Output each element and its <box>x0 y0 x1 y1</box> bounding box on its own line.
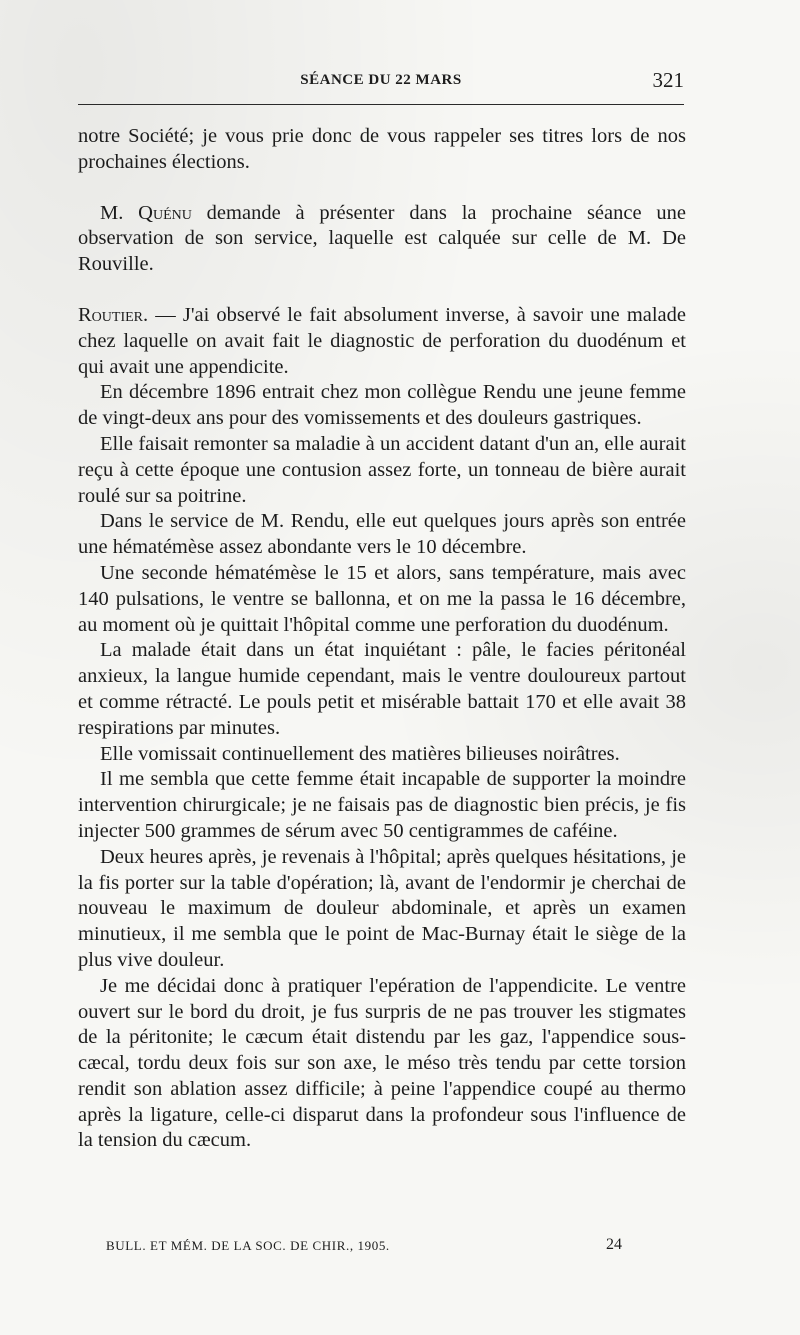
footer-citation: BULL. ET MÉM. DE LA SOC. DE CHIR., 1905. <box>106 1238 390 1253</box>
paragraph-12: Je me décidai donc à pratiquer l'epération de l'appendicite. Le ventre ouvert sur le bord du droit, je fus surpris de ne pas trouver les stigmates de la péritonite; le cæcum était distendu par les gaz, l'appendice sous-cæcal, tordu deux fois sur son axe, le méso très tendu par cette torsion rendit son ablation assez difficile; à peine l'appendice coupé au thermo après la ligature, celle-ci disparut dans la profondeur sous l'influence de la tension du cæcum. <box>78 974 686 1152</box>
page-number: 321 <box>652 68 684 92</box>
speaker-routier: Routier. <box>78 303 149 326</box>
paragraph-7: Une seconde hématémèse le 15 et alors, sans température, mais avec 140 pulsations, le ventre se ballonna, et on me la passa le 16 décembre, au moment où je quittait l'hôpital comme une perforation du duodénum. <box>78 561 686 636</box>
body-text <box>78 124 686 1154</box>
speaker-quenu: M. Quénu <box>100 201 192 224</box>
running-head <box>78 68 684 98</box>
paragraph-9: Elle vomissait continuellement des matières bilieuses noirâtres. <box>100 742 620 765</box>
running-title: SÉANCE DU 22 MARS <box>300 72 462 88</box>
paragraph-2-text: demande à présenter dans la prochaine séance une observation de son service, laquelle est calquée sur celle de M. De Rouville. <box>78 201 686 276</box>
signature-mark: 24 <box>606 1236 622 1253</box>
paragraph-10: Il me sembla que cette femme était incapable de supporter la moindre intervention chirurgicale; je ne faisais pas de diagnostic bien précis, je fis injecter 500 grammes de sérum avec 50 centigrammes de caféine. <box>78 768 686 842</box>
paragraph-8: La malade était dans un état inquiétant : pâle, le facies péritonéal anxieux, la langue humide cependant, mais le ventre douloureux partout et comme rétracté. Le pouls petit et misérable battait 170 et elle avait 38 respirations par minutes. <box>78 639 686 739</box>
paragraph-6: Dans le service de M. Rendu, elle eut quelques jours après son entrée une hématémèse assez abondante vers le 10 décembre. <box>78 510 686 559</box>
paragraph-quenu <box>78 201 686 278</box>
paragraph-3-text: — J'ai observé le fait absolument inverse, à savoir une malade chez laquelle on avait fait le diagnostic de perforation du duodénum et qui avait une appendicite. <box>78 303 687 378</box>
paragraph-11: Deux heures après, je revenais à l'hôpital; après quelques hésitations, je la fis porter sur la table d'opération; là, avant de l'endormir je cherchai de nouveau le maximum de douleur abdominale, et après un examen minutieux, il me sembla que le point de Mac-Burnay était le siège de la plus vive douleur. <box>78 845 686 971</box>
paragraph-5: Elle faisait remonter sa maladie à un accident datant d'un an, elle aurait reçu à cette époque une contusion assez forte, un tonneau de bière aurait roulé sur sa poitrine. <box>78 432 686 507</box>
paragraph-1: notre Société; je vous prie donc de vous rappeler ses titres lors de nos prochaines élections. <box>78 125 686 173</box>
paragraph-routier <box>78 303 686 380</box>
paragraph-4: En décembre 1896 entrait chez mon collègue Rendu une jeune femme de vingt-deux ans pour des vomissements et des douleurs gastriques. <box>78 381 686 430</box>
header-rule <box>78 104 684 105</box>
